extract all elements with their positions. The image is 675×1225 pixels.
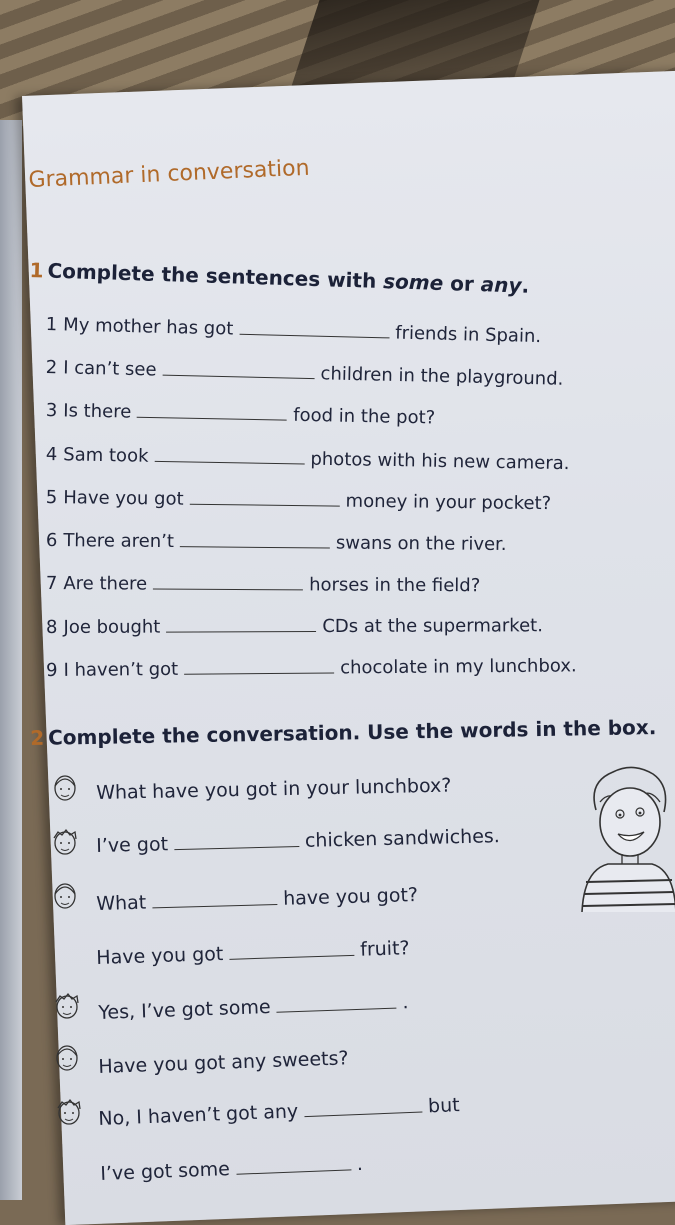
item-text-before: My mother has got [62, 314, 234, 340]
item-text-before: Joe bought [63, 616, 161, 638]
line-text-after: have you got? [282, 884, 419, 910]
line-text-after: fruit? [359, 937, 410, 961]
answer-blank[interactable] [276, 994, 396, 1013]
item-number: 3 [45, 400, 58, 422]
item-text-before: There aren’t [63, 530, 175, 553]
line-text-before: I’ve got [96, 833, 169, 857]
conversation-line [98, 991, 409, 1024]
conversation-line [96, 884, 418, 915]
answer-blank[interactable] [153, 575, 303, 591]
exercise-1-item [46, 530, 507, 555]
boy-face-icon [50, 826, 80, 860]
line-text: What have you got in your lunchbox? [96, 774, 452, 804]
item-text-after: photos with his new camera. [310, 448, 570, 475]
boy-illustration [578, 762, 675, 922]
line-text-before: No, I haven’t got any [98, 1100, 299, 1130]
item-text-after: horses in the field? [309, 574, 481, 597]
line-text-after: . [402, 991, 409, 1014]
conversation-line [96, 775, 452, 804]
item-text-after: swans on the river. [335, 532, 507, 556]
conversation-line [100, 1153, 363, 1185]
boy-face-icon [54, 1096, 84, 1130]
answer-blank[interactable] [304, 1098, 422, 1118]
exercise-1-item [46, 400, 436, 428]
item-text-before: Sam took [63, 444, 149, 467]
item-text-before: Is there [63, 400, 132, 423]
line-text-before: Yes, I’ve got some [98, 995, 271, 1024]
exercise-2-heading [30, 715, 657, 750]
boy-face-icon [52, 990, 82, 1024]
answer-blank[interactable] [174, 832, 299, 850]
exercise-1-word-any: any [480, 272, 522, 298]
line-text-after: but [427, 1094, 460, 1118]
answer-blank[interactable] [137, 403, 287, 421]
item-text-after: children in the playground. [320, 363, 564, 390]
exercise-1-item [46, 357, 564, 390]
line-text-before: Have you got [96, 943, 224, 969]
exercise-1-heading [29, 258, 529, 298]
item-text-after: CDs at the supermarket. [322, 615, 543, 638]
item-number: 2 [45, 357, 58, 379]
item-number: 9 [46, 659, 58, 681]
exercise-1-item [46, 444, 570, 474]
item-text-after: friends in Spain. [394, 322, 542, 348]
item-text-before: I can’t see [62, 357, 157, 381]
conversation-line [96, 825, 500, 857]
line-text-before: I’ve got some [100, 1158, 231, 1185]
line-text-after: . [356, 1152, 364, 1176]
answer-blank[interactable] [166, 617, 316, 633]
answer-blank[interactable] [235, 1155, 350, 1174]
answer-blank[interactable] [180, 532, 330, 548]
exercise-2-number: 2 [30, 725, 45, 750]
exercise-1-item [46, 655, 577, 681]
conversation-line [96, 937, 410, 969]
answer-blank[interactable] [152, 890, 277, 908]
girl-face-icon [50, 772, 80, 806]
answer-blank[interactable] [184, 658, 334, 674]
exercise-1-instruction-start: Complete the sentences with [47, 258, 384, 294]
exercise-1-item [46, 573, 480, 596]
item-text-after: chocolate in my lunchbox. [340, 655, 577, 679]
line-text: Have you got any sweets? [98, 1047, 349, 1078]
answer-blank[interactable] [190, 490, 340, 507]
answer-blank[interactable] [162, 361, 314, 379]
line-text-after: chicken sandwiches. [304, 825, 501, 852]
girl-face-icon [50, 880, 80, 914]
item-text-before: I haven’t got [63, 658, 179, 681]
answer-blank[interactable] [154, 447, 304, 465]
item-number: 7 [45, 573, 58, 595]
item-text-after: food in the pot? [293, 404, 436, 429]
exercise-1-item [46, 615, 543, 638]
item-text-after: money in your pocket? [345, 490, 552, 515]
exercise-1-item [45, 314, 541, 347]
answer-blank[interactable] [239, 320, 389, 339]
item-number: 8 [46, 616, 58, 638]
item-number: 4 [45, 444, 58, 466]
answer-blank[interactable] [229, 941, 354, 960]
exercise-1-word-or: or [442, 270, 482, 297]
item-text-before: Are there [63, 573, 148, 595]
girl-face-icon [52, 1042, 82, 1076]
item-number: 5 [45, 487, 58, 509]
item-number: 1 [45, 314, 58, 336]
exercise-2-instruction: Complete the conversation. Use the words in the box. [47, 715, 657, 750]
conversation-line [98, 1047, 349, 1078]
line-text-before: What [96, 891, 147, 915]
item-number: 6 [45, 530, 58, 552]
conversation-line [98, 1094, 460, 1130]
item-text-before: Have you got [63, 487, 184, 510]
exercise-1-instruction-end: . [521, 273, 530, 298]
exercise-1-number: 1 [29, 258, 44, 283]
exercise-1-word-some: some [382, 269, 444, 295]
section-title: Grammar in conversation [28, 155, 311, 193]
exercise-1-item [46, 487, 552, 514]
